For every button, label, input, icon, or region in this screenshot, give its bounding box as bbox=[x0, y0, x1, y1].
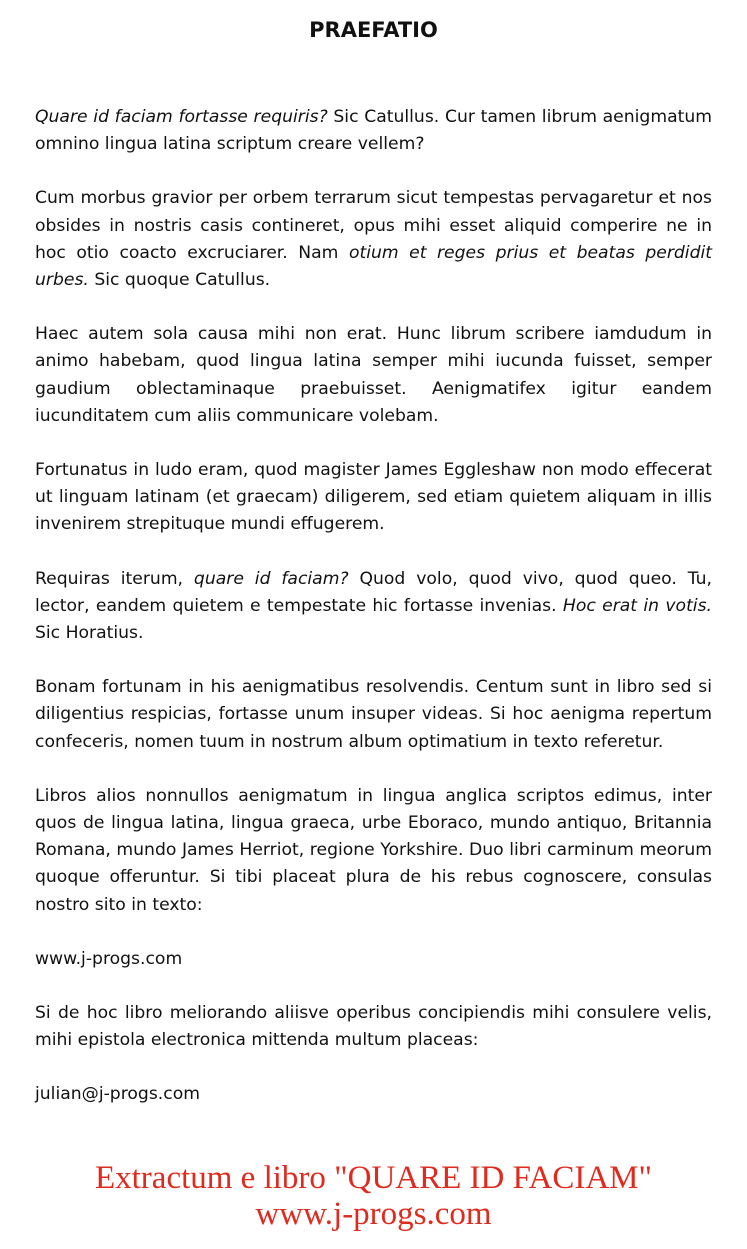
text-segment: Sic Catullus. Cur tamen librum aenigmatum omnino lingua latina scriptum creare vellem? bbox=[35, 107, 712, 155]
text-segment: Sic quoque Catullus. bbox=[88, 270, 271, 291]
text-segment: Libros alios nonnullos aenigmatum in lingua anglica scriptos edimus, inter quos de lingua latina, lingua graeca, urbe Eboraco, mundo antiquo, Britannia Romana, mundo James Herriot, regione Yorkshire. Duo libri carminum meorum quoque offeruntur. Si tibi placeat plura de his rebus cognoscere, consulas nostro sito in texto: bbox=[35, 785, 712, 915]
text-segment: julian@j-progs.com bbox=[35, 1084, 200, 1105]
footer-line-website: www.j-progs.com bbox=[255, 1196, 492, 1232]
italic-quote: Hoc erat in votis. bbox=[562, 595, 713, 616]
footer-line-book: Extractum e libro "QUARE ID FACIAM" bbox=[94, 1160, 652, 1196]
text-segment: Fortunatus in ludo eram, quod magister James Eggleshaw non modo effecerat ut linguam latinam (et graecam) diligerem, sed etiam quietem aliquam in illis invenirem strepituque mundi effugerem. bbox=[35, 460, 712, 535]
text-segment: Si de hoc libro meliorando aliisve operibus concipiendis mihi consulere velis, mihi epistola electronica mittenda multum placeas: bbox=[35, 1003, 712, 1051]
text-segment: Haec autem sola causa mihi non erat. Hunc librum scribere iamdudum in animo habebam, quod lingua latina semper mihi iucunda fuisset, semper gaudium oblectaminaque praebuisset. Aenigmatifex igitur eandem iucunditatem cum aliis communicare volebam. bbox=[35, 324, 712, 426]
paragraph bbox=[35, 321, 712, 430]
paragraph bbox=[35, 566, 712, 648]
text-segment: Quod volo, quod vivo, quod queo. Tu, lector, eandem quietem e tempestate hic fortasse invenias. bbox=[35, 568, 713, 616]
italic-quote: quare id faciam? bbox=[193, 568, 349, 589]
text-segment: Bonam fortunam in his aenigmatibus resolvendis. Centum sunt in libro sed si diligentius respicias, fortasse unum insuper videas. Si hoc aenigma repertum confeceris, nomen tuum in nostrum album optimatium in texto referetur. bbox=[35, 677, 712, 752]
italic-quote: Quare id faciam fortasse requiris? bbox=[35, 107, 328, 127]
paragraph bbox=[35, 1000, 712, 1054]
page-title: PRAEFATIO bbox=[309, 18, 438, 42]
paragraph bbox=[35, 674, 712, 756]
paragraph bbox=[35, 946, 712, 973]
text-segment: www.j-progs.com bbox=[35, 948, 183, 969]
paragraph bbox=[35, 104, 712, 158]
text-segment: Cum morbus gravior per orbem terrarum sicut tempestas pervagaretur et nos obsides in nostris casis contineret, opus mihi esset aliquid comperire ne in hoc otio coacto excruciarer. Nam bbox=[35, 188, 712, 263]
text-segment: Sic Horatius. bbox=[35, 623, 144, 644]
preface-body bbox=[35, 104, 712, 1136]
paragraph bbox=[35, 783, 712, 919]
paragraph bbox=[35, 185, 712, 294]
paragraph bbox=[35, 457, 712, 539]
watermark-footer bbox=[0, 1160, 747, 1232]
italic-quote: otium et reges prius et beatas perdidit urbes. bbox=[35, 242, 713, 291]
paragraph bbox=[35, 1081, 712, 1108]
text-segment: Requiras iterum, bbox=[35, 568, 194, 589]
